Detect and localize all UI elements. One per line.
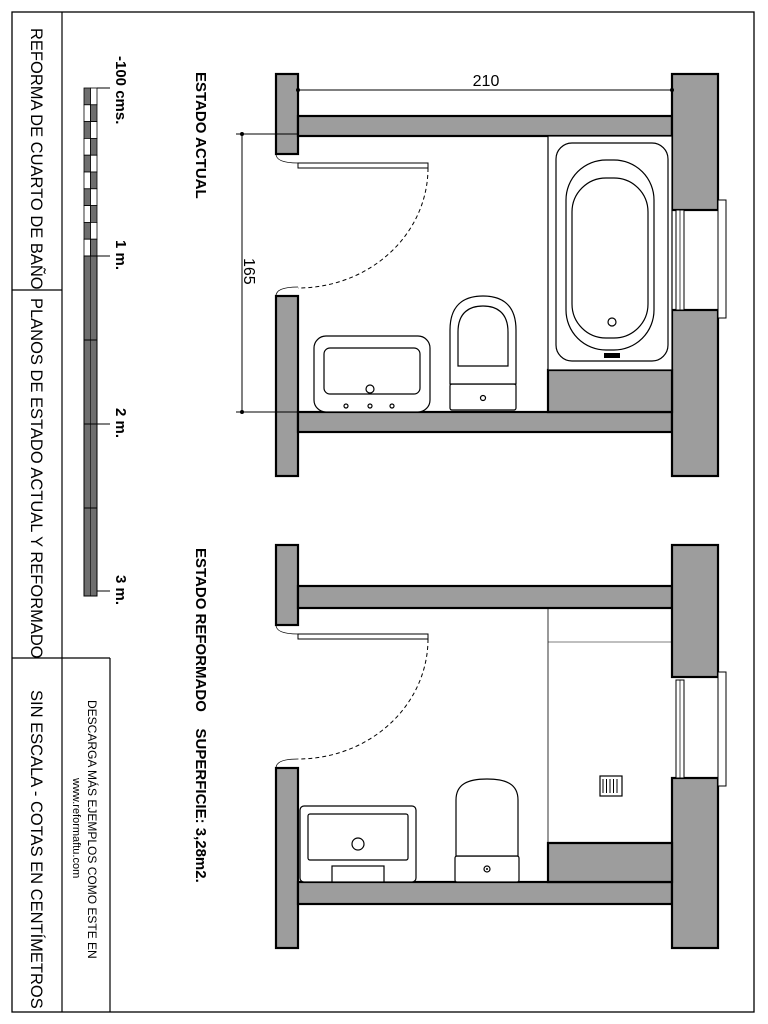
project-title: REFORMA DE CUARTO DE BAÑO xyxy=(27,28,45,290)
wall-top-left-column xyxy=(276,74,298,154)
wall-corner-chase xyxy=(548,843,672,882)
wall-far-top xyxy=(672,545,718,677)
door-swing-arc xyxy=(298,168,428,288)
scale-segment xyxy=(91,105,98,122)
scale-segment xyxy=(84,222,91,239)
wall-far-bottom xyxy=(672,778,718,948)
scale-segment xyxy=(91,189,98,206)
window-sill xyxy=(718,200,726,318)
scale-segment xyxy=(84,138,91,155)
sheet-title: PLANOS DE ESTADO ACTUAL Y REFORMADO xyxy=(27,298,45,659)
download-text: DESCARGA MÁS EJEMPLOS COMO ESTE EN xyxy=(85,700,99,959)
wall-right-band xyxy=(298,412,672,432)
dim-width-210: 210 xyxy=(472,73,500,90)
scale-label-1m: 1 m. xyxy=(112,240,129,271)
shower-drain xyxy=(600,776,622,796)
wall-left-band xyxy=(298,116,672,136)
door-swing-arc xyxy=(298,639,428,759)
download-url[interactable]: www.reformaftu.com xyxy=(70,778,82,879)
wall-far-top xyxy=(672,74,718,210)
wall-left-band xyxy=(298,586,672,608)
scale-label-3m: 3 m. xyxy=(112,575,129,606)
plan-actual-title: ESTADO ACTUAL xyxy=(192,72,209,199)
scale-segment xyxy=(84,105,91,122)
scale-label-minus100: -100 cms. xyxy=(112,56,129,125)
wall-far-bottom xyxy=(672,310,718,476)
scale-segment xyxy=(84,155,91,172)
scale-label-2m: 2 m. xyxy=(112,408,129,439)
scale-segment xyxy=(91,239,98,256)
scale-segment xyxy=(84,189,91,206)
scale-segment xyxy=(91,138,98,155)
wall-right-band xyxy=(298,882,672,904)
toilet xyxy=(450,296,516,410)
wall-corner-chase xyxy=(548,370,672,412)
scale-segment xyxy=(91,122,98,139)
bathtub-drain xyxy=(608,318,616,326)
scale-segment xyxy=(84,239,91,256)
door-leaf xyxy=(298,163,428,168)
wall-door-jamb xyxy=(276,768,298,948)
window-sill xyxy=(718,672,726,786)
toilet xyxy=(455,779,519,882)
door-leaf xyxy=(298,634,428,639)
scale-segment xyxy=(84,122,91,139)
washbasin xyxy=(300,806,416,882)
plan-reformado-title: ESTADO REFORMADO SUPERFICIE: 3,28m2. xyxy=(192,548,209,883)
scale-note: SIN ESCALA - COTAS EN CENTÍMETROS xyxy=(27,690,45,1009)
scale-segment xyxy=(91,206,98,223)
scale-segment xyxy=(84,172,91,189)
wall-top-left-column xyxy=(276,545,298,625)
scale-segment xyxy=(84,206,91,223)
scale-segment xyxy=(91,172,98,189)
scale-segment xyxy=(91,222,98,239)
scale-segment xyxy=(91,88,98,105)
scale-segment xyxy=(84,88,91,105)
dim-depth-165: 165 xyxy=(240,258,257,285)
wall-door-jamb xyxy=(276,296,298,476)
plan-reformado xyxy=(276,545,726,948)
scale-segment xyxy=(91,155,98,172)
plan-actual xyxy=(236,73,726,476)
scale-bar xyxy=(84,56,129,605)
washbasin xyxy=(314,336,430,412)
